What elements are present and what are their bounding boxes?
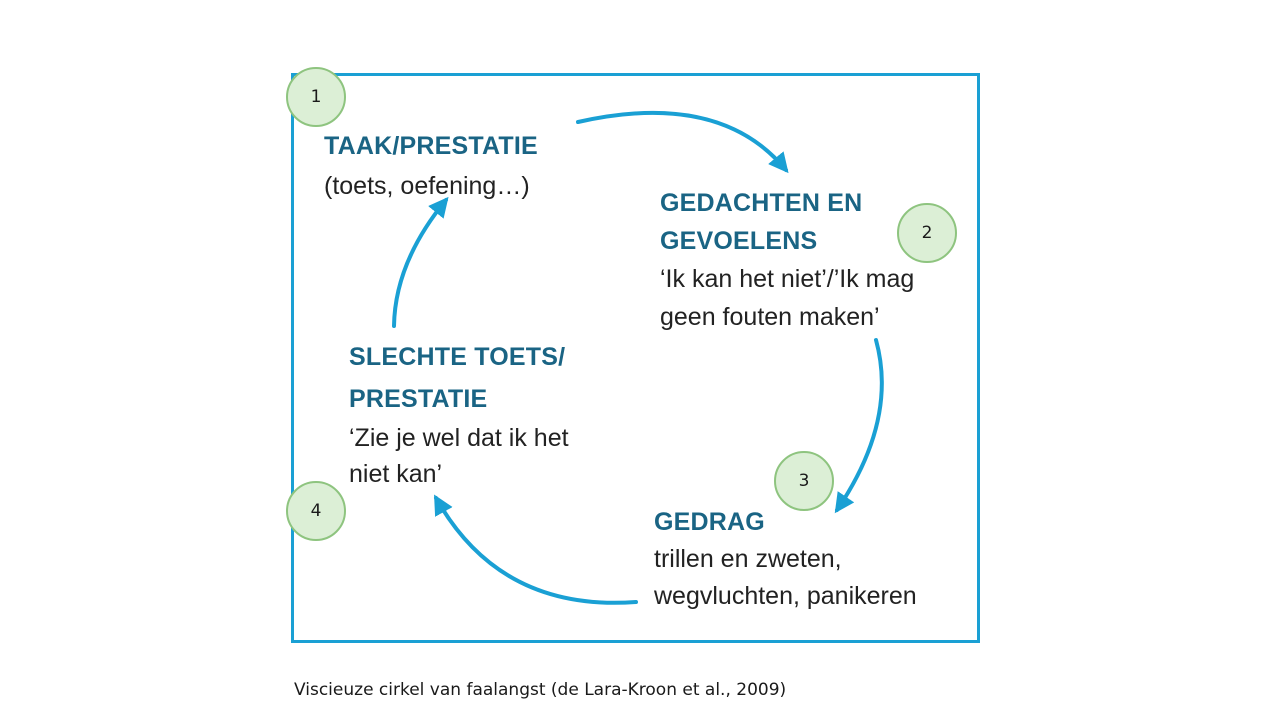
step-number: 2 <box>921 223 933 243</box>
figure-caption: Viscieuze cirkel van faalangst (de Lara-Kroon et al., 2009) <box>294 680 787 700</box>
step-4-heading-line-2: PRESTATIE <box>349 385 488 413</box>
step-number: 4 <box>310 501 322 521</box>
step-2-heading-line-1: GEDACHTEN EN <box>660 189 863 217</box>
step-4-description-line-2: niet kan’ <box>349 460 443 488</box>
step-4-text <box>349 336 569 492</box>
step-2-description-line-1: ‘Ik kan het niet’/’Ik mag <box>660 265 915 293</box>
step-3-heading: GEDRAG <box>654 508 765 536</box>
step-badge-4 <box>286 481 346 541</box>
step-1-heading: TAAK/PRESTATIE <box>324 132 538 160</box>
step-number: 3 <box>798 471 810 491</box>
step-3-description-line-1: trillen en zweten, <box>654 545 842 573</box>
step-badge-1 <box>286 67 346 127</box>
step-badge-3 <box>774 451 834 511</box>
step-2-heading-line-2: GEVOELENS <box>660 227 818 255</box>
step-4-description-line-1: ‘Zie je wel dat ik het <box>349 424 569 452</box>
step-3-text <box>654 504 917 615</box>
step-2-description-line-2: geen fouten maken’ <box>660 303 880 331</box>
step-number: 1 <box>310 87 322 107</box>
arrow-3-to-4 <box>436 498 636 603</box>
arrow-2-to-3 <box>837 340 882 510</box>
step-3-description-line-2: wegvluchten, panikeren <box>654 582 917 610</box>
step-1-description: (toets, oefening…) <box>324 172 530 200</box>
step-2-text <box>660 184 914 336</box>
step-1-text <box>324 126 538 206</box>
arrow-4-to-1 <box>394 200 446 326</box>
arrow-1-to-2 <box>578 113 786 170</box>
step-4-heading-line-1: SLECHTE TOETS/ <box>349 343 566 371</box>
